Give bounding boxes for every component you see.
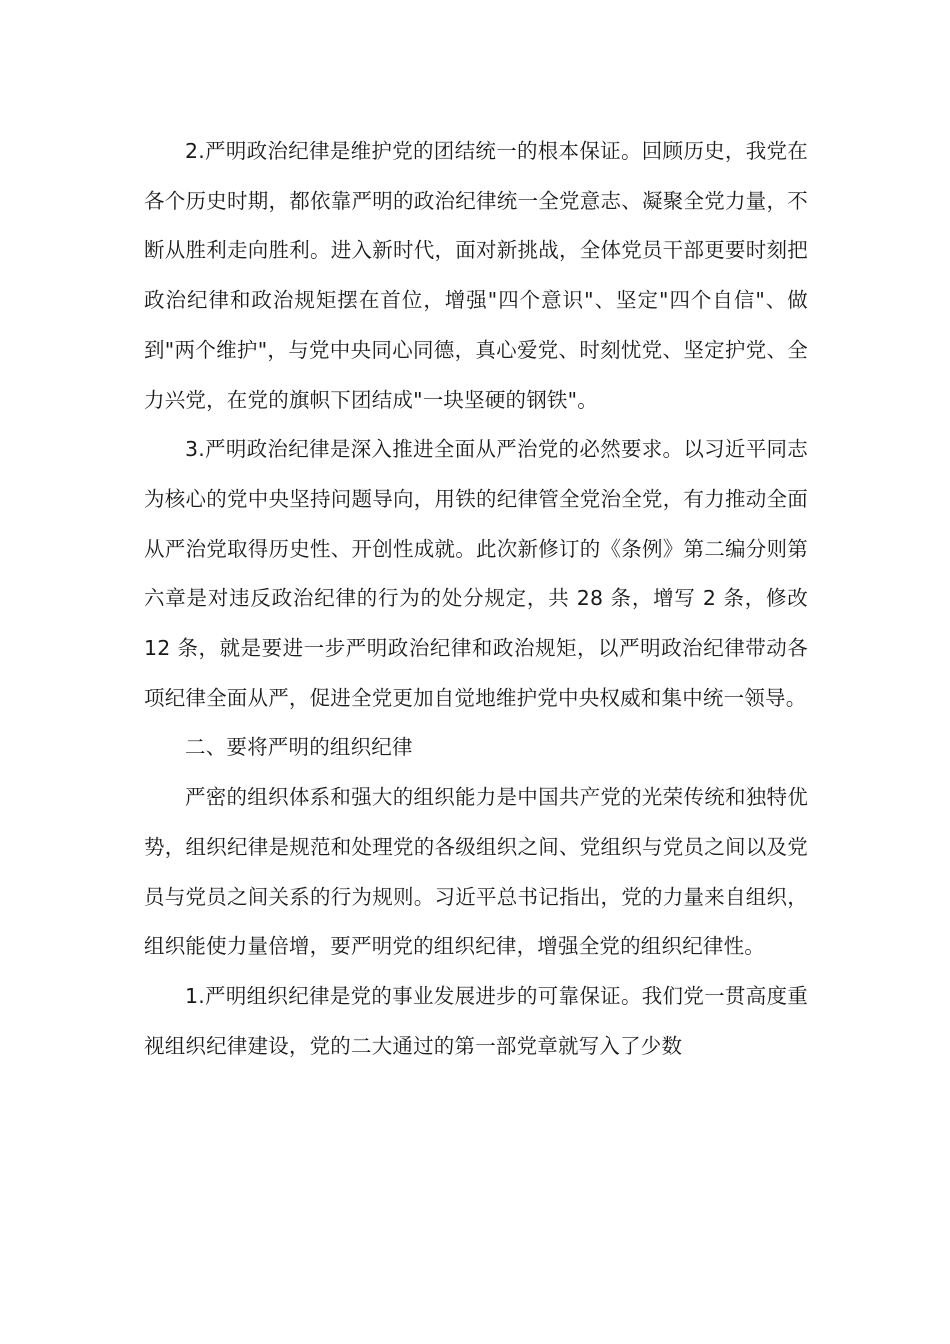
paragraph-political-discipline-unity: 2.严明政治纪律是维护党的团结统一的根本保证。回顾历史，我党在各个历史时期，都依靠严明的政治纪律统一全党意志、凝聚全党力量，不断从胜利走向胜利。进入新时代，面对新挑战，全体党员干部更要时刻把政治纪律和政治规矩摆在首位，增强"四个意识"、坚定"四个自信"、做到"两个维护"，与党中央同心同德，真心爱党、时刻忧党、坚定护党、全力兴党，在党的旗帜下团结成"一块坚硬的钢铁"。 <box>144 139 808 412</box>
paragraph-organizational-system: 严密的组织体系和强大的组织能力是中国共产党的光荣传统和独特优势，组织纪律是规范和处理党的各级组织之间、党组织与党员之间以及党员与党员之间关系的行为规则。习近平总书记指出，党的力量来自组织，组织能使力量倍增，要严明党的组织纪律，增强全党的组织纪律性。 <box>144 785 808 959</box>
paragraph-organizational-discipline-guarantee: 1.严明组织纪律是党的事业发展进步的可靠保证。我们党一贯高度重视组织纪律建设，党的二大通过的第一部党章就写入了少数 <box>144 983 808 1058</box>
document-page <box>144 127 808 1071</box>
section-heading-organizational-discipline: 二、要将严明的组织纪律 <box>185 735 413 760</box>
paragraph-political-discipline-strict-governance: 3.严明政治纪律是深入推进全面从严治党的必然要求。以习近平同志为核心的党中央坚持问题导向，用铁的纪律管全党治全党，有力推动全面从严治党取得历史性、开创性成就。此次新修订的《条例》第二编分则第六章是对违反政治纪律的行为的处分规定，共 28 条，增写 2 条，修改 12 条，就是要进一步严明政治纪律和政治规矩，以严明政治纪律带动各项纪律全面从严，促进全党更加自觉地维护党中央权威和集中统一领导。 <box>144 437 808 710</box>
